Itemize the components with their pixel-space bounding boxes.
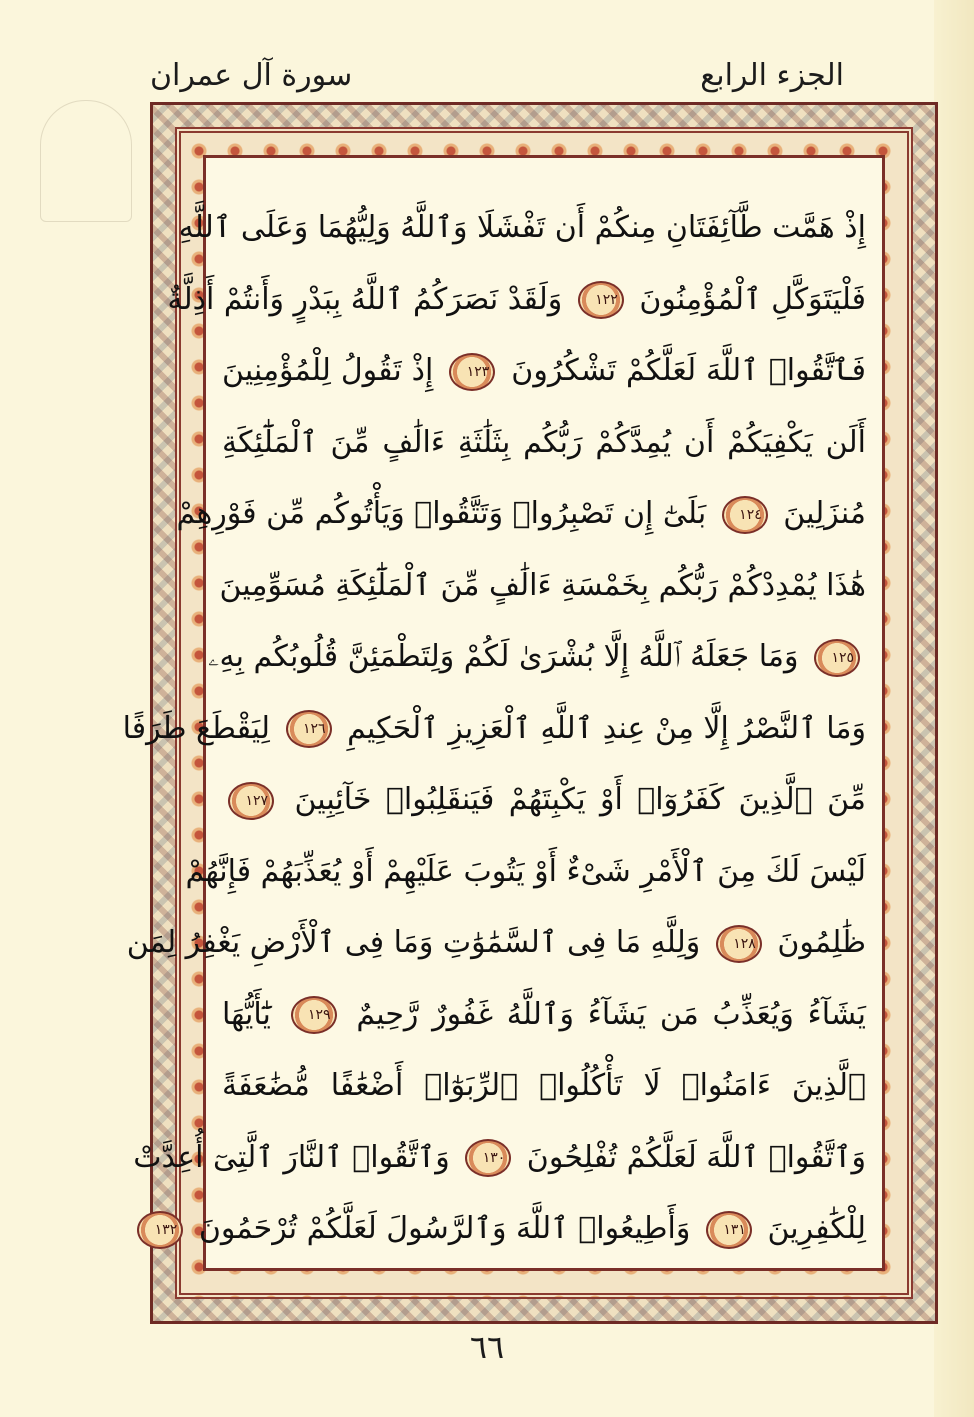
verse-text: ٱلَّذِينَ ءَامَنُوا۟ لَا تَأْكُلُوا۟ ٱلرِّبَوٰٓا۟ أَضْعَٰفًا مُّضَٰعَفَةً [222, 1068, 866, 1103]
watermark-shadow [40, 100, 132, 222]
ayah-number-marker: ١٣١ [706, 1211, 752, 1249]
verse-line [219, 550, 866, 622]
verse-line [176, 478, 866, 550]
ayah-number-marker: ١٢٨ [716, 925, 762, 963]
verse-line [208, 621, 866, 693]
verse-text: إِذْ هَمَّت طَّآئِفَتَانِ مِنكُمْ أَن تَفْشَلَا وَٱللَّهُ وَلِيُّهُمَا وَعَلَى ٱللَّهِ [178, 210, 866, 245]
page-number: ٦٦ [469, 1328, 505, 1366]
verse-text: مُنزَلِينَ [783, 496, 866, 531]
ornamental-border-band [122, 127, 913, 1299]
verse-text: لِيَقْطَعَ طَرَفًا [122, 710, 270, 746]
verse-text: لِلْكَٰفِرِينَ [767, 1211, 866, 1246]
verse-line [133, 1122, 866, 1194]
ayah-number-marker: ١٢٤ [722, 496, 768, 534]
verse-text: وَٱتَّقُوا۟ ٱللَّهَ لَعَلَّكُمْ تُفْلِحُونَ [526, 1139, 866, 1175]
verse-text-block [122, 192, 867, 1248]
ayah-number-marker: ١٢٩ [291, 996, 337, 1034]
verse-text: فَلْيَتَوَكَّلِ ٱلْمُؤْمِنُونَ [639, 281, 866, 317]
verse-text: يَشَآءُ وَيُعَذِّبُ مَن يَشَآءُ وَٱللَّهُ غَفُورٌ رَّحِيمٌ [356, 996, 866, 1032]
text-panel [122, 155, 885, 1271]
verse-line [222, 764, 866, 836]
verse-line [126, 907, 866, 979]
ornamental-frame [122, 102, 938, 1324]
verse-text: ظَٰلِمُونَ [777, 925, 866, 960]
ayah-number-marker: ١٢٣ [449, 353, 495, 391]
verse-line [178, 192, 866, 264]
verse-text: مِّنَ ٱلَّذِينَ كَفَرُوٓا۟ أَوْ يَكْبِتَهُمْ فَيَنقَلِبُوا۟ خَآئِبِينَ [294, 782, 866, 817]
verse-text: هَٰذَا يُمْدِدْكُمْ رَبُّكُم بِخَمْسَةِ ءَالَٰفٍ مِّنَ ٱلْمَلَٰٓئِكَةِ مُسَوِّمِينَ [219, 567, 866, 603]
juz-header: الجزء الرابع [700, 58, 844, 93]
ayah-number-marker: ١٢٥ [814, 639, 860, 677]
verse-text: لَيْسَ لَكَ مِنَ ٱلْأَمْرِ شَىْءٌ أَوْ يَتُوبَ عَلَيْهِمْ أَوْ يُعَذِّبَهُمْ فَإِنَّهُمْ [185, 853, 866, 889]
verse-text: وَمَا ٱلنَّصْرُ إِلَّا مِنْ عِندِ ٱللَّهِ ٱلْعَزِيزِ ٱلْحَكِيمِ [347, 710, 866, 746]
page-edge [934, 0, 974, 1417]
verse-text: وَلِلَّهِ مَا فِى ٱلسَّمَٰوَٰتِ وَمَا فِى ٱلْأَرْضِ يَغْفِرُ لِمَن [126, 925, 701, 960]
verse-text: فَٱتَّقُوا۟ ٱللَّهَ لَعَلَّكُمْ تَشْكُرُونَ [511, 353, 867, 388]
verse-line [167, 264, 866, 336]
verse-text: أَلَن يَكْفِيَكُمْ أَن يُمِدَّكُمْ رَبُّكُم بِثَلَٰثَةِ ءَالَٰفٍ مِّنَ ٱلْمَلَٰٓئِكَةِ [222, 424, 866, 460]
verse-text: إِذْ تَقُولُ لِلْمُؤْمِنِينَ [222, 353, 434, 388]
ayah-number-marker: ١٣٢ [137, 1211, 183, 1249]
verse-text: بَلَىٰٓ إِن تَصْبِرُوا۟ وَتَتَّقُوا۟ وَيَأْتُوكُم مِّن فَوْرِهِمْ [176, 496, 707, 531]
verse-line [222, 1050, 866, 1122]
verse-line [185, 836, 866, 908]
ayah-number-marker: ١٢٢ [578, 281, 624, 319]
verse-text: وَٱتَّقُوا۟ ٱلنَّارَ ٱلَّتِىٓ أُعِدَّتْ [133, 1139, 450, 1175]
verse-line [222, 407, 866, 479]
ayah-number-marker: ١٢٧ [228, 782, 274, 820]
ayah-number-marker: ١٢٦ [286, 710, 332, 748]
verse-line [222, 335, 866, 407]
verse-line [154, 1193, 866, 1265]
verse-text: وَلَقَدْ نَصَرَكُمُ ٱللَّهُ بِبَدْرٍ وَأَنتُمْ أَذِلَّةٌ [167, 281, 563, 317]
ayah-number-marker: ١٣٠ [465, 1139, 511, 1177]
verse-text: وَمَا جَعَلَهُ ٱللَّهُ إِلَّا بُشْرَىٰ لَكُمْ وَلِتَطْمَئِنَّ قُلُوبُكُم بِهِۦ [208, 639, 799, 674]
verse-text: يَٰٓأَيُّهَا [222, 996, 271, 1032]
verse-line [222, 979, 866, 1051]
surah-header: سورة آل عمران [150, 58, 353, 93]
verse-line [122, 693, 866, 765]
verse-text: وَأَطِيعُوا۟ ٱللَّهَ وَٱلرَّسُولَ لَعَلَّكُمْ تُرْحَمُونَ [198, 1211, 691, 1246]
